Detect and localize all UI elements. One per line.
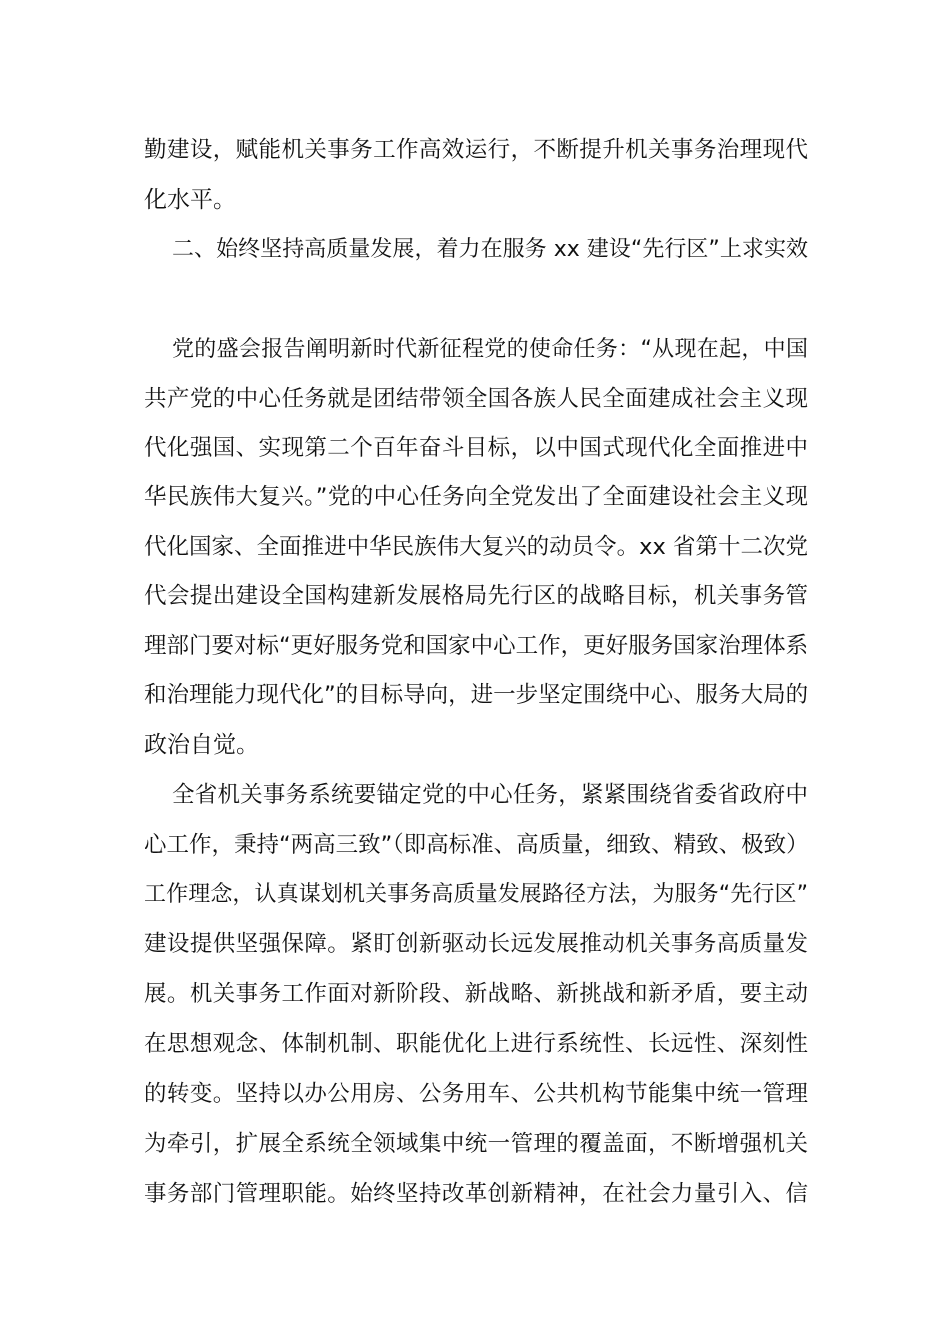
- text-line: 的转变。坚持以办公用房、公务用车、公共机构节能集中统一管理: [144, 1081, 808, 1107]
- section-heading: 二、始终坚持高质量发展，着力在服务 xx 建设“先行区”上求实效: [172, 237, 808, 262]
- text-line: 化水平。: [144, 187, 236, 213]
- text-line: 在思想观念、体制机制、职能优化上进行系统性、长远性、深刻性: [144, 1031, 808, 1057]
- text-line: 华民族伟大复兴。”党的中心任务向全党发出了全面建设社会主义现: [144, 484, 808, 510]
- text-line: 工作理念，认真谋划机关事务高质量发展路径方法，为服务“先行区”: [144, 882, 808, 907]
- text-line: 代化强国、实现第二个百年奋斗目标，以中国式现代化全面推进中: [144, 435, 808, 461]
- text-line: 共产党的中心任务就是团结带领全国各族人民全面建成社会主义现: [144, 386, 808, 412]
- text-line: 心工作，秉持“两高三致”（即高标准、高质量，细致、精致、极致）: [144, 832, 809, 858]
- text-line: 代化国家、全面推进中华民族伟大复兴的动员令。xx 省第十二次党: [144, 534, 808, 560]
- text-line: 勤建设，赋能机关事务工作高效运行，不断提升机关事务治理现代: [144, 137, 808, 163]
- text-line: 和治理能力现代化”的目标导向，进一步坚定围绕中心、服务大局的: [144, 682, 809, 708]
- text-line: 理部门要对标“更好服务党和国家中心工作，更好服务国家治理体系: [144, 633, 809, 659]
- text-line: 展。机关事务工作面对新阶段、新战略、新挑战和新矛盾，要主动: [144, 981, 808, 1007]
- text-line: 全省机关事务系统要锚定党的中心任务，紧紧围绕省委省政府中: [172, 782, 808, 808]
- text-line: 为牵引，扩展全系统全领域集中统一管理的覆盖面，不断增强机关: [144, 1131, 808, 1157]
- text-line: 党的盛会报告阐明新时代新征程党的使命任务：“从现在起，中国: [172, 337, 808, 362]
- text-line: 代会提出建设全国构建新发展格局先行区的战略目标，机关事务管: [144, 583, 808, 609]
- text-line: 事务部门管理职能。始终坚持改革创新精神，在社会力量引入、信: [144, 1181, 808, 1207]
- text-line: 政治自觉。: [144, 732, 259, 758]
- text-line: 建设提供坚强保障。紧盯创新驱动长远发展推动机关事务高质量发: [144, 931, 808, 957]
